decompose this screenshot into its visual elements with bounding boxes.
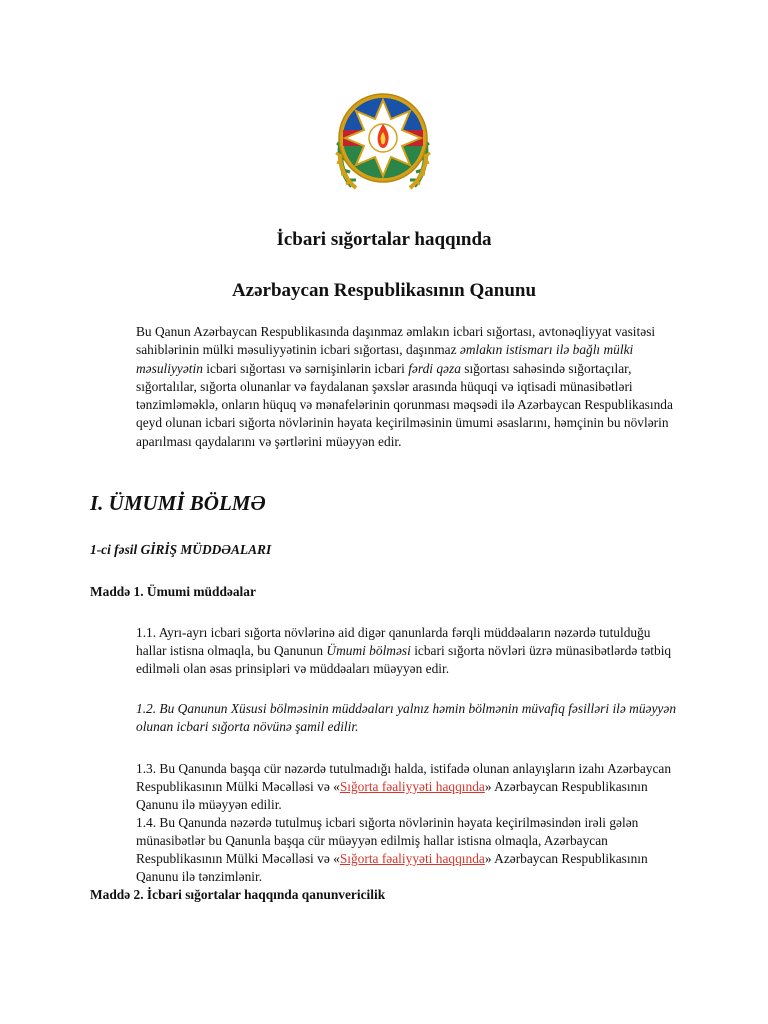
- paragraph-1-4: [136, 814, 682, 886]
- intro-text-1: Bu Qanun Azərbaycan Respublikasında daşınmaz əmlakın icbari sığortası, avtonəqliyyat vasitəsi sahiblərinin mülki məsuliyyətinin icbari sığortası, daşınmaz: [136, 324, 656, 358]
- coat-of-arms-emblem: [330, 90, 436, 198]
- paragraph-1-2: 1.2. Bu Qanunun Xüsusi bölməsinin müddəaları yalnız həmin bölmənin müvafiq fəsilləri ilə müəyyən olunan icbari sığorta növünə şamil edilir.: [136, 701, 677, 734]
- paragraph-1-4-text-1: 1.4. Bu Qanunda nəzərdə tutulmuş icbari sığorta növlərinin həyata keçirilməsindən irəli gələn münasibətlər bu Qanunla başqa cür müəyyən edilmiş hallar istisna olmaqla, Azərbaycan Respublikasının Mülki Məcəlləsi və «: [136, 815, 639, 866]
- intro-paragraph: [136, 323, 682, 451]
- insurance-activity-law-link-2[interactable]: Sığorta fəaliyyəti haqqında: [339, 851, 485, 866]
- intro-text-3: sığortası sahəsində sığortaçılar, sığortalılar, sığorta olunanlar və faydalanan şəxslər arasında hüquqi və iqtisadi münasibətləri tənzimləməklə, onların hüquq və mənafelərinin qorunması məqsədi ilə Azərbaycan Respublikasında qeyd olunan icbari sığorta növlərinin həyata keçirilməsinin ümumi əsaslarını, həmçinin bu növlərin aparılması qaydalarını və şərtlərini müəyyən edir.: [136, 360, 673, 449]
- article-1-heading: Maddə 1. Ümumi müddəalar: [90, 584, 256, 599]
- paragraph-1-3: [136, 760, 682, 814]
- coat-of-arms-icon: [330, 90, 436, 198]
- section-heading: I. ÜMUMİ BÖLMƏ: [90, 491, 266, 515]
- insurance-activity-law-link[interactable]: Sığorta fəaliyyəti haqqında: [339, 779, 485, 794]
- document-subtitle: Azərbaycan Respublikasının Qanunu: [231, 280, 537, 301]
- paragraph-1-3-text-1: 1.3. Bu Qanunda başqa cür nəzərdə tutulmadığı halda, istifadə olunan anlayışların izahı Azərbaycan Respublikasının Mülki Məcəlləsi və «: [136, 761, 672, 794]
- paragraph-1-3-text-2: » Azərbaycan Respublikasının Qanunu ilə müəyyən edilir.: [136, 779, 648, 812]
- paragraph-1-4-text-2: » Azərbaycan Respublikasının Qanunu ilə tənzimlənir.: [136, 851, 648, 884]
- paragraph-1-1: [136, 624, 682, 678]
- intro-italic-2: fərdi qəza: [408, 360, 461, 376]
- paragraph-1-1-italic: Ümumi bölməsi: [326, 643, 411, 658]
- article-2-heading: Maddə 2. İcbari sığortalar haqqında qanunvericilik: [90, 887, 386, 902]
- intro-italic-1: əmlakın istismarı ilə bağlı mülki məsuliyyətin: [136, 342, 634, 376]
- paragraph-1-1-text-1: 1.1. Ayrı-ayrı icbari sığorta növlərinə aid digər qanunlarda fərqli müddəaların nəzərdə tutulduğu hallar istisna olmaqla, bu Qanunun: [136, 625, 651, 658]
- paragraph-1-1-text-2: icbari sığorta növləri üzrə münasibətlərdə tətbiq edilməli olan əsas prinsipləri və müddəaları müəyyən edir.: [136, 643, 672, 676]
- chapter-heading: 1-ci fəsil GİRİŞ MÜDDƏALARI: [90, 542, 272, 557]
- document-title: İcbari sığortalar haqqında: [276, 229, 492, 250]
- intro-text-2: icbari sığortası və sərnişinlərin icbari: [202, 360, 409, 376]
